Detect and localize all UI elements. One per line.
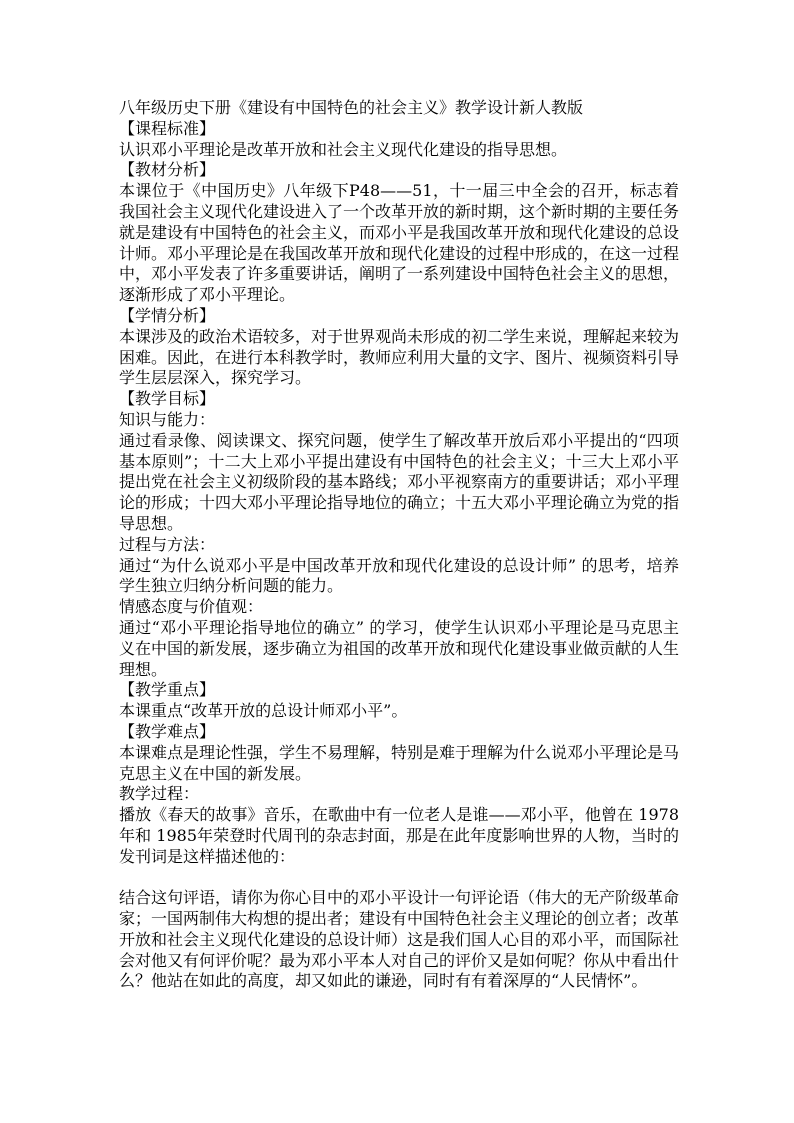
knowledge-ability-text: 通过看录像、阅读课文、探究问题，使学生了解改革开放后邓小平提出的“四项基本原则”；十二大上邓小平提出建设有中国特色的社会主义；十三大上邓小平提出党在社会主义初级阶段的基本路线；邓小平视察南方的重要讲话；邓小平理论的形成；十四大邓小平理论指导地位的确立；十五大邓小平理论确立为党的指导思想。 <box>119 430 680 533</box>
label-teaching-process: 教学过程： <box>119 784 200 804</box>
blank-line <box>119 867 679 888</box>
emotion-values-text: 通过“邓小平理论指导地位的确立” 的学习，使学生认识邓小平理论是马克思主义在中国的新发展，逐步确立为祖国的改革开放和现代化建设事业做贡献的人生理想。 <box>119 617 680 679</box>
material-analysis-text: 本课位于《中国历史》八年级下P48——51，十一届三中全会的召开，标志着我国社会主义现代化建设进入了一个改革开放的新时期，这个新时期的主要任务就是建设有中国特色的社会主义，而邓小平是我国改革开放和现代化建设的总设计师。邓小平理论是在我国改革开放和现代化建设的过程中形成的，在这一过程中，邓小平发表了许多重要讲话，阐明了一系列建设中国特色社会主义的思想，逐渐形成了邓小平理论。 <box>119 181 680 305</box>
heading-teaching-difficulty: 【教学难点】 <box>119 721 216 741</box>
label-knowledge-ability: 知识与能力： <box>119 409 216 429</box>
heading-teaching-key: 【教学重点】 <box>119 680 216 700</box>
student-analysis-text: 本课涉及的政治术语较多，对于世界观尚未形成的初二学生来说，理解起来较为困难。因此，在进行本科教学时，教师应利用大量的文字、图片、视频资料引导学生层层深入，探究学习。 <box>119 326 680 388</box>
teaching-difficulty-text: 本课难点是理论性强，学生不易理解，特别是难于理解为什么说邓小平理论是马克思主义在中国的新发展。 <box>119 742 680 783</box>
heading-student-analysis: 【学情分析】 <box>119 305 216 325</box>
label-emotion-values: 情感态度与价值观： <box>119 597 264 617</box>
course-standard-text: 认识邓小平理论是改革开放和社会主义现代化建设的指导思想。 <box>119 139 568 159</box>
teaching-process-text: 播放《春天的故事》音乐，在歌曲中有一位老人是谁——邓小平，他曾在 1978 年和 1985年荣登时代周刊的杂志封面，那是在此年度影响世界的人物，当时的发刊词是这样描述他的： <box>119 805 679 866</box>
document-page <box>119 98 679 992</box>
teaching-key-text: 本课重点“改革开放的总设计师邓小平”。 <box>119 701 408 721</box>
heading-material-analysis: 【教材分析】 <box>119 160 216 180</box>
heading-teaching-goals: 【教学目标】 <box>119 389 216 409</box>
label-process-method: 过程与方法： <box>119 534 216 554</box>
heading-course-standard: 【课程标准】 <box>119 118 216 138</box>
process-method-text: 通过“为什么说邓小平是中国改革开放和现代化建设的总设计师” 的思考，培养学生独立归纳分析问题的能力。 <box>119 555 679 596</box>
closing-paragraph: 结合这句评语，请你为你心目中的邓小平设计一句评论语（伟大的无产阶级革命家；一国两制伟大构想的提出者；建设有中国特色社会主义理论的创立者；改革开放和社会主义现代化建设的总设计师）这是我们国人心目的邓小平，而国际社会对他又有何评价呢？最为邓小平本人对自己的评价又是如何呢？你从中看出什么？他站在如此的高度，却又如此的谦逊，同时有有着深厚的“人民情怀”。 <box>119 888 680 991</box>
document-title: 八年级历史下册《建设有中国特色的社会主义》教学设计新人教版 <box>119 98 584 117</box>
